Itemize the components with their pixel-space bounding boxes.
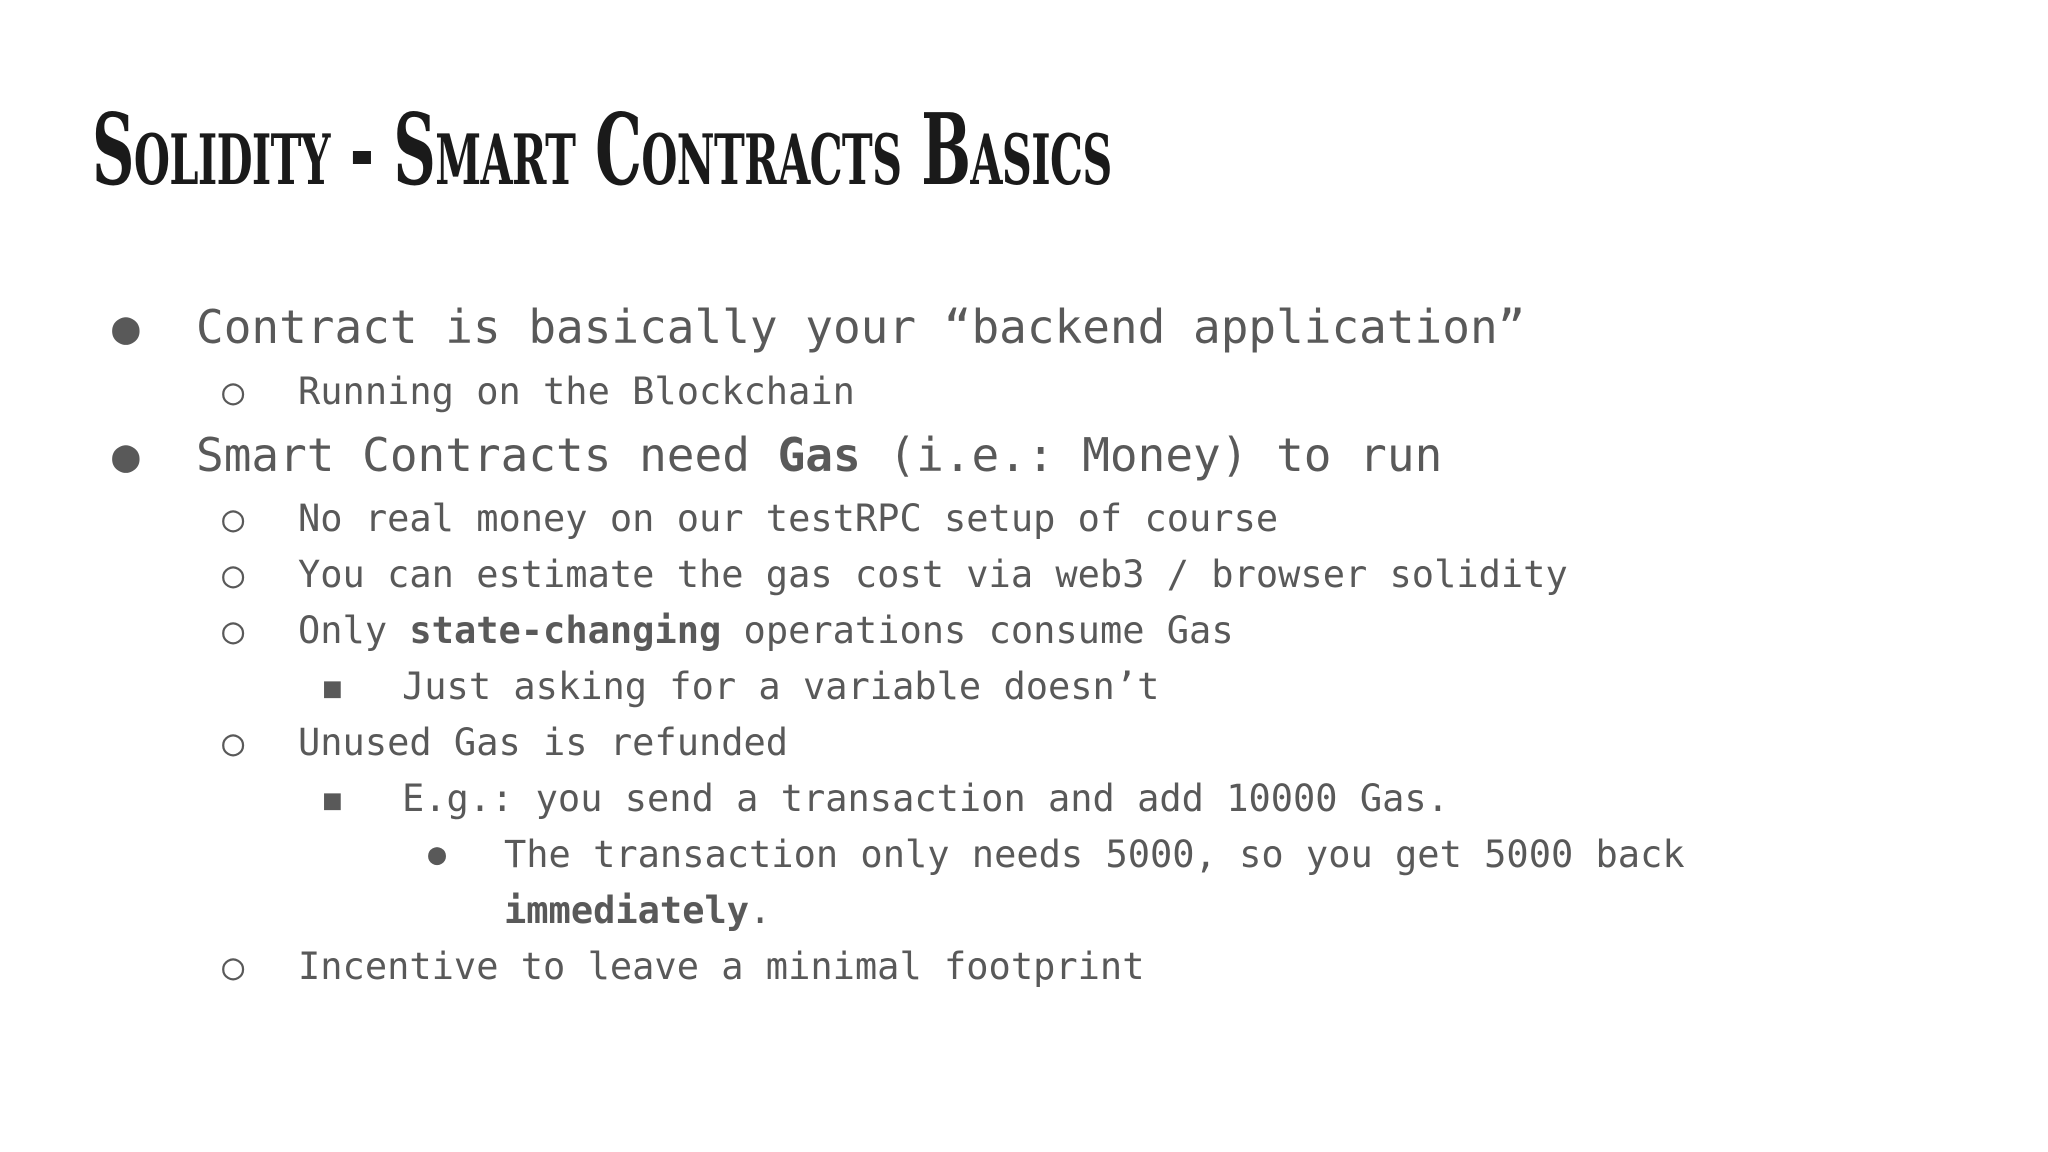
list-item-text: You can estimate the gas cost via web3 / browser solidity <box>298 553 1568 596</box>
list-item-text: Incentive to leave a minimal footprint <box>298 945 1145 988</box>
list-item-text: immediately. <box>504 889 772 932</box>
list-item-text: Unused Gas is refunded <box>298 721 789 764</box>
bullet-marker: ○ <box>222 370 245 413</box>
bullet-marker: ○ <box>222 945 245 988</box>
list-item-text: No real money on our testRPC setup of course <box>298 497 1279 540</box>
bullet-marker: ○ <box>222 609 245 652</box>
bullet-marker: ■ <box>324 671 341 704</box>
list-item-text: Smart Contracts need Gas (i.e.: Money) to run <box>196 428 1443 482</box>
bullet-marker: ● <box>112 300 140 354</box>
bullet-marker: ● <box>112 428 140 482</box>
list-item-text: E.g.: you send a transaction and add 10000 Gas. <box>402 777 1449 820</box>
slide-title: Solidity - Smart Contracts Basics <box>92 93 1112 208</box>
list-item-text: Just asking for a variable doesn’t <box>402 665 1160 708</box>
list-item-text: Contract is basically your “backend application” <box>196 300 1526 354</box>
list-item-text: Only state-changing operations consume Gas <box>298 609 1234 652</box>
bullet-marker: ○ <box>222 497 245 540</box>
list-item-text: Running on the Blockchain <box>298 370 855 413</box>
bullet-marker: ● <box>428 837 447 872</box>
bullet-marker: ○ <box>222 721 245 764</box>
list-item-text: The transaction only needs 5000, so you get 5000 back <box>504 833 1685 876</box>
bullet-marker: ○ <box>222 553 245 596</box>
bullet-marker: ■ <box>324 783 341 816</box>
